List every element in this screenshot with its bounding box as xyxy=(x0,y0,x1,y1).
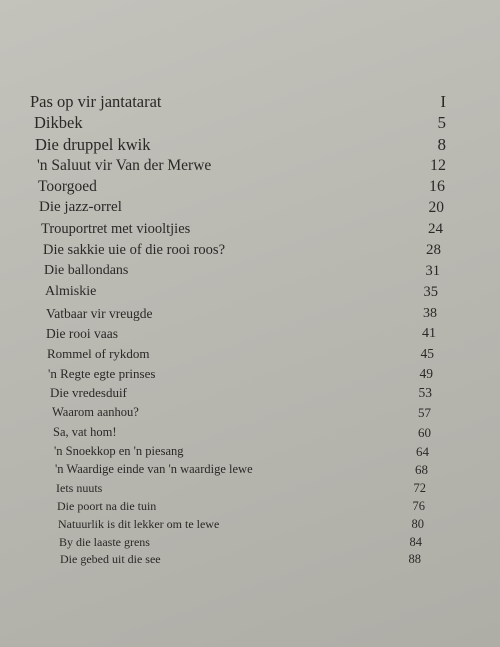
toc-entry-page-number: 64 xyxy=(416,443,429,459)
toc-entry-title: Sa, vat hom! xyxy=(53,424,117,439)
toc-entry-page-number: 60 xyxy=(418,424,431,440)
toc-entry-title: Almiskie xyxy=(45,284,97,299)
toc-entry-title: Dikbek xyxy=(34,112,83,132)
toc-entry-page-number: 76 xyxy=(412,499,425,513)
toc-entry-page-number: 72 xyxy=(413,481,426,495)
toc-entry-title: 'n Saluut vir Van der Merwe xyxy=(37,156,212,174)
toc-entry-page-number: 12 xyxy=(430,156,446,174)
toc-entry xyxy=(0,481,500,501)
toc-entry-page-number: 38 xyxy=(423,305,437,321)
toc-entry-title: 'n Waardige einde van 'n waardige lewe xyxy=(55,461,253,476)
toc-entry xyxy=(0,346,500,366)
toc-entry xyxy=(0,284,500,304)
toc-entry-title: 'n Regte egte prinses xyxy=(48,366,156,381)
toc-entry-title: Die gebed uit die see xyxy=(60,552,161,566)
toc-entry-page-number: 68 xyxy=(415,461,428,477)
toc-entry xyxy=(0,444,500,464)
toc-entry xyxy=(0,242,500,262)
toc-entry xyxy=(0,221,500,241)
toc-entry-page-number: 45 xyxy=(420,346,434,361)
toc-entry-page-number: 20 xyxy=(428,199,444,216)
toc-entry-title: Die vredesduif xyxy=(50,385,127,400)
toc-entry xyxy=(0,113,500,133)
toc-entry-page-number: 41 xyxy=(422,325,436,341)
toc-entry-title: By die laaste grens xyxy=(59,535,150,549)
toc-entry xyxy=(0,366,500,386)
toc-entry xyxy=(0,178,500,198)
toc-entry-title: Die rooi vaas xyxy=(46,325,118,341)
toc-entry xyxy=(0,326,500,346)
toc-entry-page-number: 80 xyxy=(411,517,424,531)
toc-entry-page-number: 35 xyxy=(423,284,438,300)
toc-entry-title: Natuurlik is dit lekker om te lewe xyxy=(58,517,220,531)
toc-entry xyxy=(0,552,500,572)
toc-entry xyxy=(0,499,500,519)
toc-entry xyxy=(0,517,500,537)
toc-entry xyxy=(0,385,500,405)
toc-entry-page-number: 16 xyxy=(429,177,445,195)
toc-entry-page-number: 31 xyxy=(425,263,440,279)
toc-entry xyxy=(0,405,500,425)
toc-entry-page-number: 57 xyxy=(418,404,431,420)
toc-entry xyxy=(0,157,500,177)
toc-entry-title: Toorgoed xyxy=(38,177,97,195)
toc-entry xyxy=(0,462,500,482)
toc-entry xyxy=(0,92,500,112)
toc-entry-title: Trouportret met viooltjies xyxy=(41,220,191,237)
toc-entry xyxy=(0,263,500,283)
toc-entry-page-number: 28 xyxy=(426,241,441,258)
toc-entry-title: Die druppel kwik xyxy=(35,134,151,154)
toc-entry-page-number: 49 xyxy=(419,366,433,381)
toc-entry xyxy=(0,135,500,155)
toc-entry-page-number: 5 xyxy=(437,112,446,132)
toc-entry-page-number: I xyxy=(440,91,446,111)
toc-entry-title: Pas op vir jantatarat xyxy=(30,91,162,111)
toc-entry-title: 'n Snoekkop en 'n piesang xyxy=(54,443,184,458)
toc-entry-title: Rommel of rykdom xyxy=(47,346,150,361)
toc-entry xyxy=(0,306,500,326)
toc-entry-title: Die ballondans xyxy=(44,263,129,278)
toc-entry-title: Waarom aanhou? xyxy=(52,404,139,419)
toc-entry-page-number: 84 xyxy=(409,535,422,549)
toc-entry-title: Vatbaar vir vreugde xyxy=(46,305,153,321)
toc-entry-page-number: 53 xyxy=(418,385,432,400)
toc-entry xyxy=(0,199,500,219)
toc-entry xyxy=(0,425,500,445)
toc-entry-title: Iets nuuts xyxy=(56,481,103,495)
toc-entry-title: Die poort na die tuin xyxy=(57,499,157,513)
toc-entry-page-number: 24 xyxy=(428,220,443,237)
toc-entry-page-number: 88 xyxy=(408,552,421,566)
toc-entry-title: Die jazz-orrel xyxy=(39,199,122,215)
toc-entry-title: Die sakkie uie of die rooi roos? xyxy=(43,241,226,258)
toc-entry-page-number: 8 xyxy=(437,134,446,154)
